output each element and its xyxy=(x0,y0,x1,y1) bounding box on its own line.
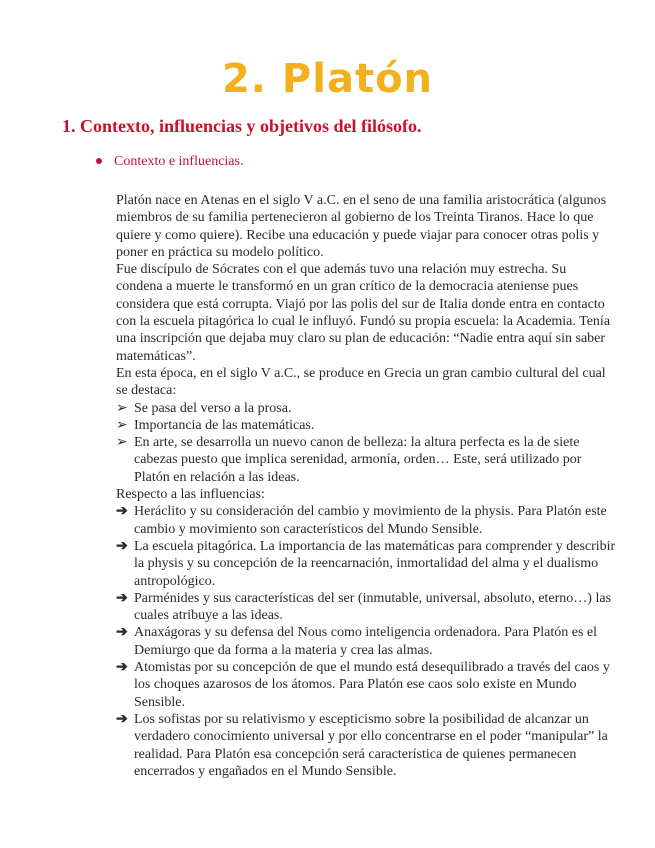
bullet-item xyxy=(96,154,243,170)
page-title: 2. Platón xyxy=(221,56,434,102)
chevron-right-icon: ➢ xyxy=(116,400,128,416)
arrow-right-icon: ➔ xyxy=(116,711,128,727)
arrow-right-icon: ➔ xyxy=(116,625,128,641)
arrow-list xyxy=(116,503,616,780)
paragraph: Fue discípulo de Sócrates con el que además tuvo una relación muy estrecha. Su condena a muerte le transformó en un gran crítico de la democracia ateniense pues considera que está corrupta. Viajó por las polis del sur de Italia donde entra en contacto con la escuela pitagórica lo cual le influyó. Fundó su propia escuela: la Academia. Tenía una inscripción que dejaba muy claro su plan de educación: “Nadie entra aquí sin saber matemáticas”. xyxy=(116,262,611,364)
section-heading xyxy=(62,116,422,137)
bullet-dot-icon xyxy=(96,158,102,164)
chevron-list xyxy=(116,400,616,486)
paragraph: Respecto a las influencias: xyxy=(116,487,265,503)
body-text xyxy=(116,192,616,780)
list-item: ➔ Los sofistas por su relativismo y escepticismo sobre la posibilidad de alcanzar un verdadero conocimiento universal y por ello concentrarse en el poder “manipular” la realidad. Para Platón esa concepción será característica de quienes permanecen encerrados y engañados en el Mundo Sensible. xyxy=(116,711,608,779)
paragraph: En esta época, en el siglo V a.C., se produce en Grecia un gran cambio cultural del cual se destaca: xyxy=(116,365,606,399)
list-item: ➢ Se pasa del verso a la prosa. xyxy=(116,400,292,416)
section-number: 1. xyxy=(62,116,76,136)
list-item: ➔ Anaxágoras y su defensa del Nous como inteligencia ordenadora. Para Platón es el Demiurgo que da forma a la materia y crea las almas. xyxy=(116,625,598,658)
list-item: ➔ Parménides y sus características del ser (inmutable, universal, absoluto, eterno…) las cuales atribuye a las ideas. xyxy=(116,590,612,624)
list-item: ➢ Importancia de las matemáticas. xyxy=(116,417,315,433)
arrow-right-icon: ➔ xyxy=(116,660,128,676)
chevron-right-icon: ➢ xyxy=(116,435,128,451)
arrow-right-icon: ➔ xyxy=(116,590,128,606)
list-item: ➢ En arte, se desarrolla un nuevo canon de belleza: la altura perfecta es la de siete cabezas puesto que implica serenidad, armonía, orden… Este, será utilizado por Platón en relación a las ideas. xyxy=(116,435,582,485)
paragraph: Platón nace en Atenas en el siglo V a.C. en el seno de una familia aristocrática (algunos miembros de su familia pertenecieron al gobierno de los Treinta Tiranos. Hace lo que quiere y como quiere). Recibe una educación y puede viajar para conocer otras polis y poner en práctica su modelo político. xyxy=(116,193,607,260)
arrow-right-icon: ➔ xyxy=(116,504,128,520)
arrow-right-icon: ➔ xyxy=(116,538,128,554)
list-item: ➔ Heráclito y su consideración del cambio y movimiento de la physis. Para Platón este cambio y movimiento son característicos del Mundo Sensible. xyxy=(116,504,607,537)
section-heading-text: Contexto, influencias y objetivos del filósofo. xyxy=(80,116,422,136)
list-item: ➔ Atomistas por su concepción de que el mundo está desequilibrado a través del caos y los choques azarosos de los átomos. Para Platón ese caos solo existe en Mundo Sensible. xyxy=(116,660,610,710)
list-item: ➔ La escuela pitagórica. La importancia de las matemáticas para comprender y describir la physis y su concepción de la reencarnación, inmortalidad del alma y el dualismo antropológico. xyxy=(116,538,616,589)
chevron-right-icon: ➢ xyxy=(116,417,128,433)
bullet-text: Contexto e influencias. xyxy=(114,154,244,169)
